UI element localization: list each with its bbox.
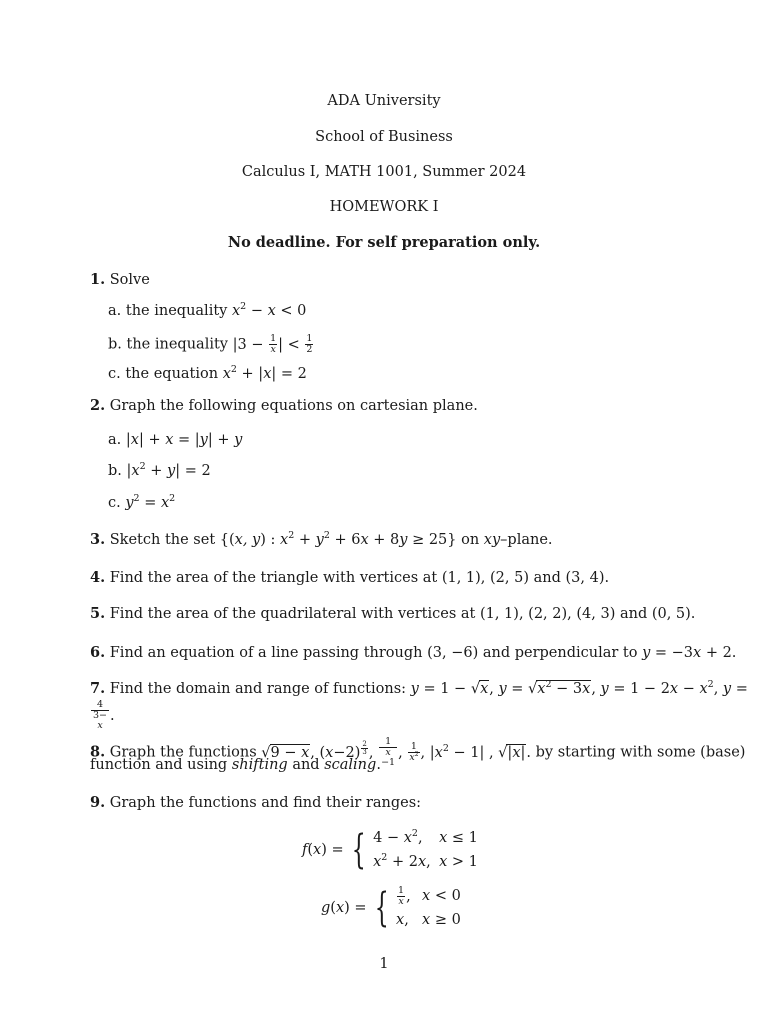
emphasis-shifting: shifting bbox=[231, 757, 288, 773]
problem-number: 9. bbox=[90, 794, 106, 811]
problem-2c bbox=[108, 495, 175, 511]
problem-5 bbox=[90, 605, 695, 622]
problem-number: 8. bbox=[90, 743, 106, 761]
problem-text: and bbox=[292, 757, 320, 773]
problem-4 bbox=[90, 569, 609, 586]
problem-8-cont bbox=[90, 757, 381, 773]
problem-7 bbox=[90, 680, 748, 697]
problem-6 bbox=[90, 644, 736, 661]
math-expression: xy bbox=[483, 532, 501, 548]
math-expression: $x^2 + |x| = 2$ bbox=[222, 364, 307, 382]
problem-text: . bbox=[376, 757, 381, 773]
problem-7-cont bbox=[90, 700, 115, 731]
math-expression: |x| + x = |y| + y bbox=[125, 432, 243, 448]
problem-number: 4. bbox=[90, 569, 106, 586]
item-label: b. bbox=[108, 463, 122, 479]
problem-1c bbox=[108, 366, 307, 382]
math-expression: {(x, y) : $x^2 + y^2 + 6x + 8y \ge 25$} bbox=[219, 530, 457, 548]
piecewise-f bbox=[302, 826, 478, 874]
emphasis-scaling: scaling bbox=[324, 757, 377, 773]
problem-text: Find the area of the triangle with vertices at (1, 1), (2, 5) and (3, 4). bbox=[109, 570, 610, 586]
problem-1a bbox=[108, 303, 306, 319]
item-text: the inequality bbox=[126, 336, 228, 353]
left-brace: { bbox=[374, 885, 389, 931]
left-brace: { bbox=[351, 827, 366, 873]
math-expression: y = −3x + 2. bbox=[642, 645, 737, 661]
math-expression: √9 − x, (x−2) $^{\frac{2}{3}}$ , 1 x −1 , $\frac{1}{x^2}$ , $|x^2 - 1|$ , √|x|. bbox=[261, 736, 531, 768]
problem-text: by starting with some (base) bbox=[535, 744, 746, 761]
school-name: School of Business bbox=[315, 129, 453, 145]
problem-text: Graph the following equations on cartesian plane. bbox=[109, 398, 478, 414]
deadline-note: No deadline. For self preparation only. bbox=[227, 234, 541, 251]
page-number: 1 bbox=[379, 956, 389, 972]
problem-text: Graph the functions and find their ranges: bbox=[109, 795, 422, 811]
math-expression: $x^2 - x < 0$ bbox=[231, 301, 307, 319]
problem-1b bbox=[108, 334, 314, 355]
problem-number: 3. bbox=[90, 531, 106, 548]
item-label: c. bbox=[108, 495, 121, 511]
problem-number: 1. bbox=[90, 271, 106, 288]
math-expression: |3 − $\frac{1}{x}$ | < $\frac{1}{2}$ bbox=[232, 333, 313, 355]
problem-text: Find the area of the quadrilateral with vertices at (1, 1), (2, 2), (4, 3) and (0, 5). bbox=[109, 606, 696, 622]
problem-text: Sketch the set bbox=[109, 532, 216, 548]
problem-1 bbox=[90, 271, 150, 288]
problem-number: 2. bbox=[90, 397, 106, 414]
item-text: the equation bbox=[125, 366, 219, 382]
cases: $\frac{1}{x}$ , x < 0 x, x ≥ 0 bbox=[396, 884, 461, 928]
problem-number: 6. bbox=[90, 644, 106, 661]
item-label: c. bbox=[108, 366, 121, 382]
homework-title: HOMEWORK I bbox=[329, 199, 439, 215]
problem-text: function and using bbox=[90, 757, 228, 773]
problem-3 bbox=[90, 531, 553, 548]
problem-text: Find the domain and range of functions: bbox=[109, 681, 407, 697]
function-name: g(x) = bbox=[321, 900, 367, 916]
course-title: Calculus I, MATH 1001, Summer 2024 bbox=[241, 164, 527, 180]
university-name: ADA University bbox=[327, 93, 441, 109]
problem-number: 7. bbox=[90, 680, 106, 697]
problem-2 bbox=[90, 397, 478, 414]
item-label: a. bbox=[108, 303, 122, 319]
problem-2b bbox=[108, 463, 211, 479]
problem-text: Graph the functions bbox=[109, 744, 257, 761]
math-expression: y = 1 − √x, $y = √x^2 - 3x$, $y = 1 - 2x - x^2$, y = bbox=[410, 679, 748, 697]
item-label: b. bbox=[108, 336, 122, 353]
problem-2a bbox=[108, 432, 242, 448]
problem-text: Solve bbox=[109, 272, 150, 288]
cases: $4 - x^2$, x ≤ 1 $x^2 + 2x$, x > 1 bbox=[373, 828, 478, 870]
piecewise-g bbox=[321, 884, 461, 932]
math-expression: $|x^2 + y| = 2$ bbox=[126, 461, 211, 479]
math-expression: $y^2 = x^2$ bbox=[125, 493, 176, 511]
problem-text: on bbox=[461, 532, 480, 548]
problem-text: Find an equation of a line passing through (3, −6) and perpendicular to bbox=[109, 645, 638, 661]
problem-text: –plane. bbox=[500, 532, 553, 548]
problem-9 bbox=[90, 794, 421, 811]
problem-number: 5. bbox=[90, 605, 106, 622]
item-label: a. bbox=[108, 432, 122, 448]
item-text: the inequality bbox=[125, 303, 228, 319]
function-name: f(x) = bbox=[302, 842, 344, 858]
math-expression: 4 3− x . bbox=[93, 699, 115, 731]
